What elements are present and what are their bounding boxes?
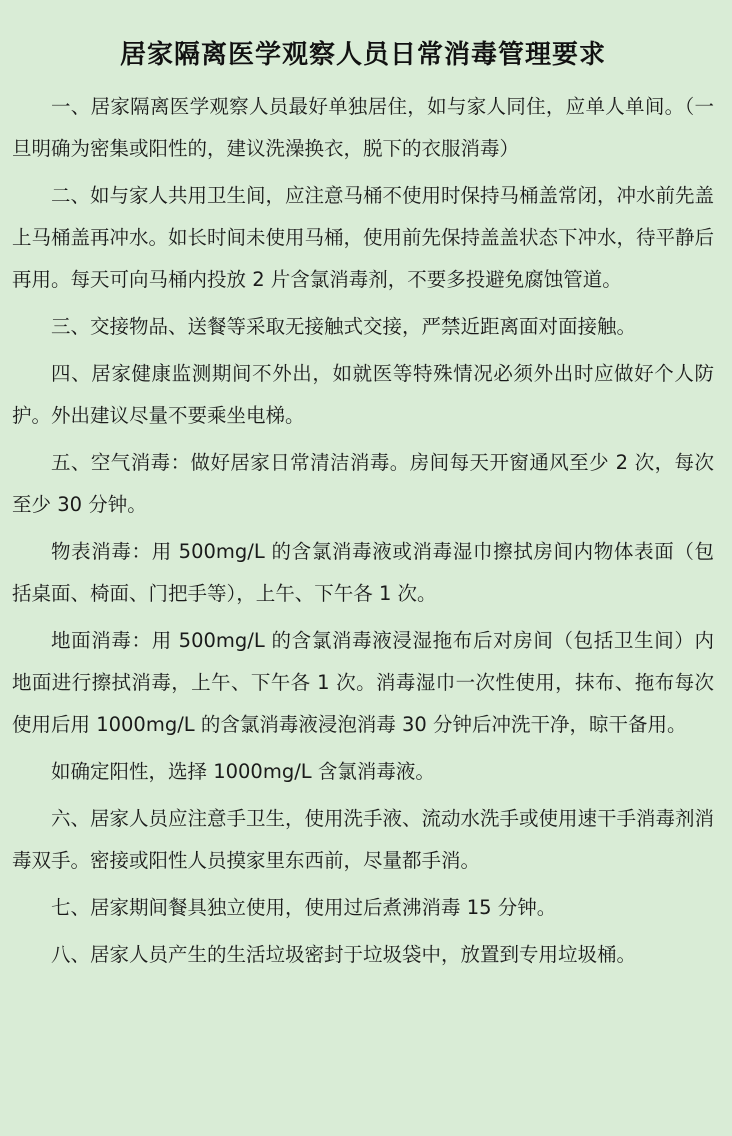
- paragraph-1-single-room: 一、居家隔离医学观察人员最好单独居住，如与家人同住，应单人单间。（一旦明确为密集或阳性的，建议洗澡换衣，脱下的衣服消毒）: [12, 95, 714, 160]
- paragraph-3-contactless-delivery: 三、交接物品、送餐等采取无接触式交接，严禁近距离面对面接触。: [51, 315, 637, 338]
- paragraph-6-hand-hygiene: 六、居家人员应注意手卫生，使用洗手液、流动水洗手或使用速干手消毒剂消毒双手。密接或阳性人员摸家里东西前，尽量都手消。: [12, 807, 715, 872]
- paragraph-floor-disinfection: 地面消毒：用 500mg/L 的含氯消毒液浸湿拖布后对房间（包括卫生间）内地面进行擦拭消毒，上午、下午各 1 次。消毒湿巾一次性使用，抹布、拖布每次使用后用 1000mg/L 的含氯消毒液浸泡消毒 30 分钟后冲洗干净，晾干备用。: [12, 629, 714, 736]
- document-title: 居家隔离医学观察人员日常消毒管理要求: [119, 40, 606, 70]
- paragraph-2-shared-bathroom: 二、如与家人共用卫生间，应注意马桶不使用时保持马桶盖常闭，冲水前先盖上马桶盖再冲水。如长时间未使用马桶，使用前先保持盖盖状态下冲水，待平静后再用。每天可向马桶内投放 2 片含氯消毒剂，不要多投避免腐蚀管道。: [12, 184, 715, 291]
- paragraph-5-air-disinfection: 五、空气消毒：做好居家日常清洁消毒。房间每天开窗通风至少 2 次，每次至少 30 分钟。: [12, 451, 714, 516]
- paragraph-surface-disinfection: 物表消毒：用 500mg/L 的含氯消毒液或消毒湿巾擦拭房间内物体表面（包括桌面、椅面、门把手等），上午、下午各 1 次。: [12, 540, 714, 605]
- paragraph-4-stay-home: 四、居家健康监测期间不外出，如就医等特殊情况必须外出时应做好个人防护。外出建议尽量不要乘坐电梯。: [12, 362, 714, 427]
- paragraph-8-garbage: 八、居家人员产生的生活垃圾密封于垃圾袋中，放置到专用垃圾桶。: [51, 943, 637, 966]
- paragraph-7-tableware: 七、居家期间餐具独立使用，使用过后煮沸消毒 15 分钟。: [51, 896, 557, 919]
- paragraph-positive-case: 如确定阳性，选择 1000mg/L 含氯消毒液。: [51, 760, 435, 783]
